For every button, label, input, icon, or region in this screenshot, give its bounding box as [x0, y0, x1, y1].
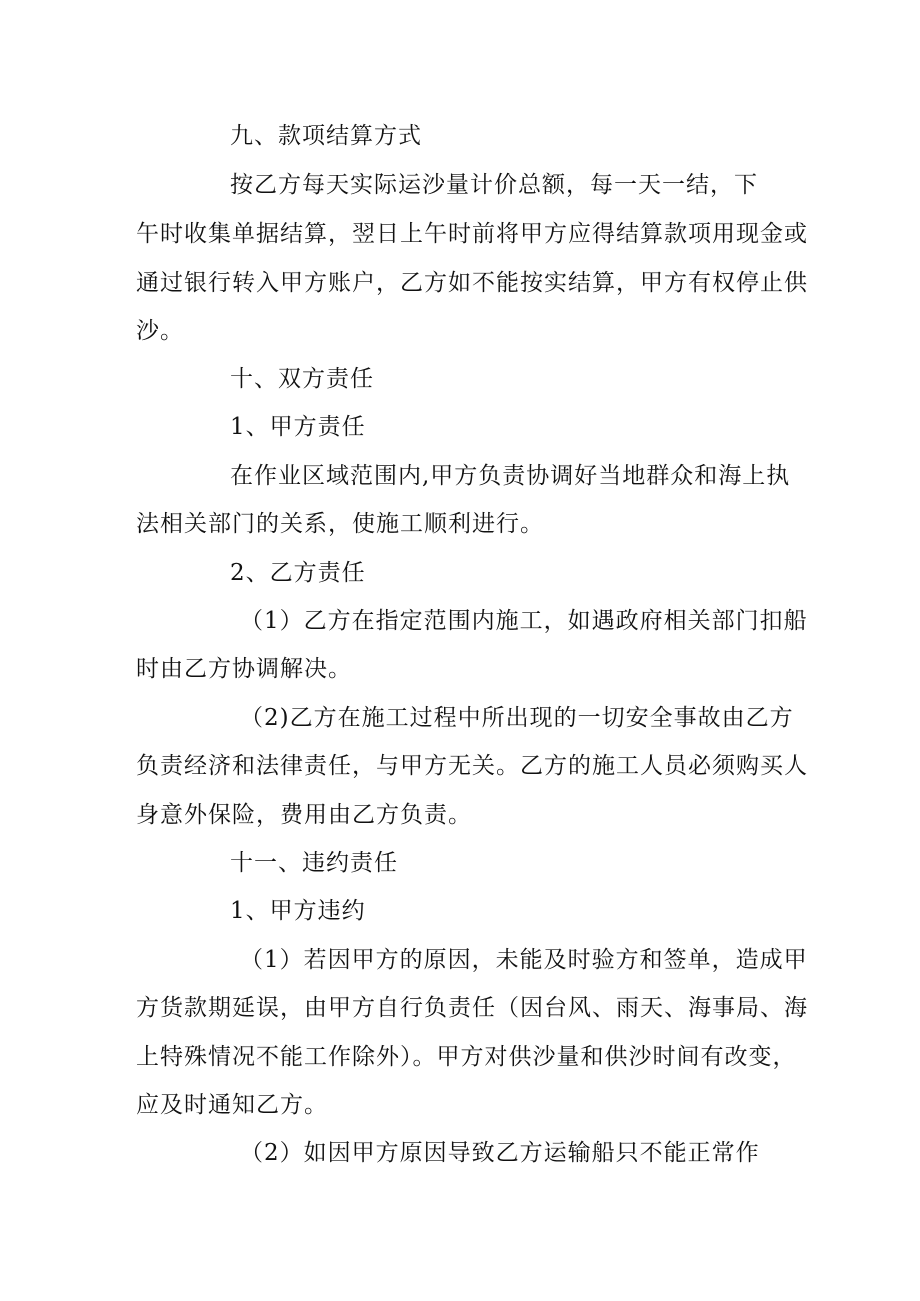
paragraph-line: 上特殊情况不能工作除外）。甲方对供沙量和供沙时间有改变， — [136, 1044, 797, 1070]
section-heading-breach: 十一、违约责任 — [230, 850, 398, 876]
section-heading-payment: 九、款项结算方式 — [230, 123, 422, 149]
paragraph-line: 沙。 — [136, 318, 184, 344]
paragraph-line: 方货款期延误，由甲方自行负责任（因台风、雨天、海事局、海 — [136, 995, 808, 1021]
subheading-party-a-breach: 1、甲方违约 — [230, 898, 366, 924]
section-heading-responsibilities: 十、双方责任 — [230, 366, 374, 392]
paragraph-line: 午时收集单据结算，翌日上午时前将甲方应得结算款项用现金或 — [136, 221, 808, 247]
paragraph-line: 法相关部门的关系，使施工顺利进行。 — [136, 511, 544, 537]
paragraph-line: 应及时通知乙方。 — [136, 1092, 328, 1118]
subheading-party-a: 1、甲方责任 — [230, 414, 366, 440]
paragraph-line: （1）乙方在指定范围内施工，如遇政府相关部门扣船 — [240, 608, 808, 634]
paragraph-line: 按乙方每天实际运沙量计价总额，每一天一结，下 — [230, 172, 758, 198]
paragraph-line: 通过银行转入甲方账户，乙方如不能按实结算，甲方有权停止供 — [136, 270, 808, 296]
paragraph-line: 负责经济和法律责任，与甲方无关。乙方的施工人员必须购买人 — [136, 753, 808, 779]
paragraph-line: （1）若因甲方的原因，未能及时验方和签单，造成甲 — [240, 947, 808, 973]
paragraph-line: （2）如因甲方原因导致乙方运输船只不能正常作 — [240, 1140, 760, 1166]
paragraph-line: 时由乙方协调解决。 — [136, 656, 352, 682]
paragraph-line: 身意外保险，费用由乙方负责。 — [136, 802, 472, 828]
paragraph-line: 在作业区域范围内,甲方负责协调好当地群众和海上执 — [230, 463, 791, 489]
paragraph-line: （2)乙方在施工过程中所出现的一切安全事故由乙方 — [240, 705, 794, 731]
subheading-party-b: 2、乙方责任 — [230, 560, 366, 586]
